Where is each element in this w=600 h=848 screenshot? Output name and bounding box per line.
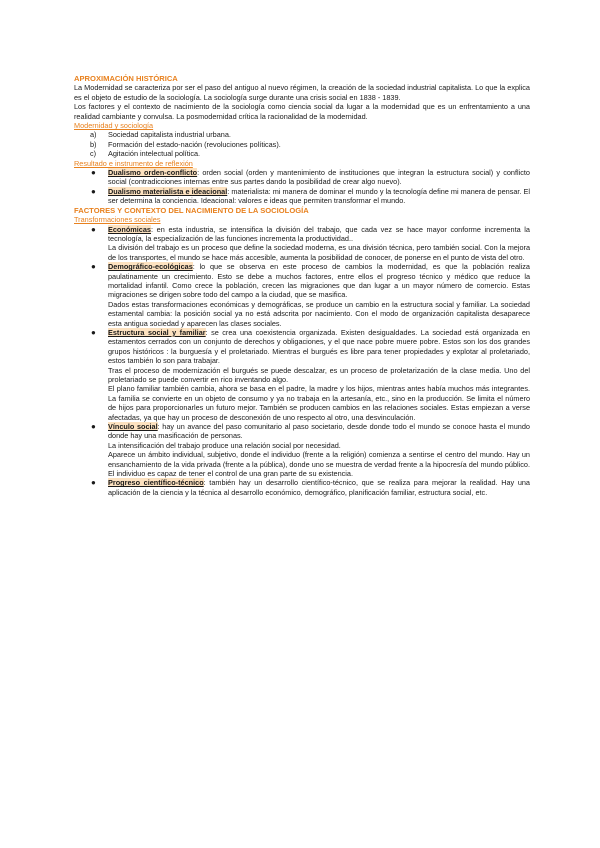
list-item: ● Económicas: en esta industria, se intensifica la división del trabajo, que cada vez se hace mayor conforme incrementa la tecnología, la especialización de las funciones incrementa la productividad.. — [91, 224, 530, 243]
list-item: ● Dualismo orden-conflicto: orden social (orden y mantenimiento de instituciones que integran la estructura social) y conflicto social (contradicciones internas entre sus partes dando la posibilidad de crear algo nuevo). — [91, 168, 530, 187]
subheading-transformaciones: Transformaciones sociales — [74, 215, 161, 225]
paragraph-division-trabajo: La división del trabajo es un proceso que define la sociedad moderna, es una división técnica, pero también social. Con la mejora de los transportes, el mundo se hace más accesible, aumenta la posibilidad de conocer, de ponerse en el punto de vista del otro. — [108, 243, 530, 262]
list-item: ● Demográfico-ecológicas: lo que se observa en este proceso de cambios la modernidad, es que la población realiza paulatinamente un crecimiento. Esto se debe a muchos factores, entre ellos el progreso técnico y médico que reduce la mortalidad infantil. Como crece la población, crecen las migraciones que dan lugar a un mayor número de comercio. Estas migraciones se dirigen sobre todo del campo a la ciudad, que se masifica. — [91, 262, 530, 300]
list-item: ● Dualismo materialista e ideacional: materialista: mi manera de dominar el mundo y la tecnología define mi manera de pensar. El ser determina la conciencia. Ideacional: valores e ideas que permiten transformar el mundo. — [91, 186, 530, 206]
list-item: ● Progreso científico-técnico: también hay un desarrollo científico-técnico, que se realiza para mejorar la realidad. Hay una aplicación de la ciencia y la técnica al desarrollo económico, demográfico, planificación familiar, estructura social, etc. — [91, 478, 530, 497]
paragraph-ambito-individual: Aparece un ámbito individual, subjetivo, donde el individuo (frente a la religión) comienza a sentirse el centro del mundo. Hay un ensanchamiento de la vida privada (frente a la pública), donde uno se muestra de verdad frente a la hipocresía del mundo público. El individuo es capaz de tener el control de una gran parte de su existencia. — [108, 450, 530, 479]
lettered-list — [74, 130, 530, 158]
list-item: ● Vínculo social: hay un avance del paso comunitario al paso societario, desde donde todo el mundo se conoce hasta el mundo donde hay una masificación de personas. — [91, 422, 530, 441]
document-page — [74, 74, 530, 497]
paragraph-plano-familiar: El plano familiar también cambia, ahora se basa en el padre, la madre y los hijos, mientras antes había muchos más integrantes. La familia se convierte en un objeto de consumo y ya no trabaja en la artesanía, etc., sino en la producción. Se limita el número de hijos para proporcionarles un futuro mejor. También se producen cambios en las relaciones sociales. Estas empiezan a verse afectadas, ya que hay un proceso de desconexión de uno respecto al otro, una desvinculación. — [108, 384, 530, 422]
paragraph-modernidad: La Modernidad se caracteriza por ser el paso del antiguo al nuevo régimen, la creación de la sociedad industrial capitalista. Lo que la explica es el objeto de estudio de la sociología. La sociología surge durante una crisis social en 1838 - 1839. — [74, 83, 530, 102]
subheading-resultado: Resultado e instrumento de reflexión — [74, 158, 193, 168]
paragraph-estructura: Dados estas transformaciones económicas y demográficas, se produce un cambio en la estructura social y familiar. La sociedad estamental cambia: la posición social ya no está adscrita por nacimiento. Con el modo de organización capitalista desaparece esta antigua sociedad y aparecen las clases sociales. — [108, 299, 530, 328]
paragraph-factores: Los factores y el contexto de nacimiento de la sociología como ciencia social da lugar a la modernidad que es un enfrentamiento a una realidad cambiante y convulsa. La posmodernidad crítica la racionalidad de la modernidad. — [74, 102, 530, 121]
heading-aproximacion: APROXIMACIÓN HISTÓRICA — [74, 74, 178, 83]
paragraph-intensificacion: La intensificación del trabajo produce una relación social por necesidad. — [108, 440, 341, 450]
list-item: c) Agitación intelectual política. — [90, 149, 201, 159]
bullet-list-reflexion — [74, 168, 530, 206]
paragraph-proletarizacion: Tras el proceso de modernización el burgués se puede descalzar, es un proceso de proletarización de la clase media. Uno del proletariado se puede convertir en rico inventando algo. — [108, 365, 530, 384]
list-item: ● Estructura social y familiar: se crea una coexistencia organizada. Existen desigualdades. La sociedad está organizada en estamentos cerrados con un conjunto de derechos y obligaciones, y el que nace pobre muere pobre. Estos son los dos grandes grupos históricos : la burguesía y el proletariado. Mientras el burgués es libre para tener propiedades y explotar al proletariado, estos también lo son para trabajar. — [91, 327, 530, 366]
list-item: b) Formación del estado-nación (revoluciones políticas). — [90, 139, 281, 149]
bullet-list-transformaciones — [74, 225, 530, 244]
heading-factores: FACTORES Y CONTEXTO DEL NACIMIENTO DE LA SOCIOLOGÍA — [74, 205, 309, 215]
list-item: a) Sociedad capitalista industrial urbana. — [90, 130, 231, 140]
subheading-modernidad-sociologia: Modernidad y sociología — [74, 121, 154, 131]
